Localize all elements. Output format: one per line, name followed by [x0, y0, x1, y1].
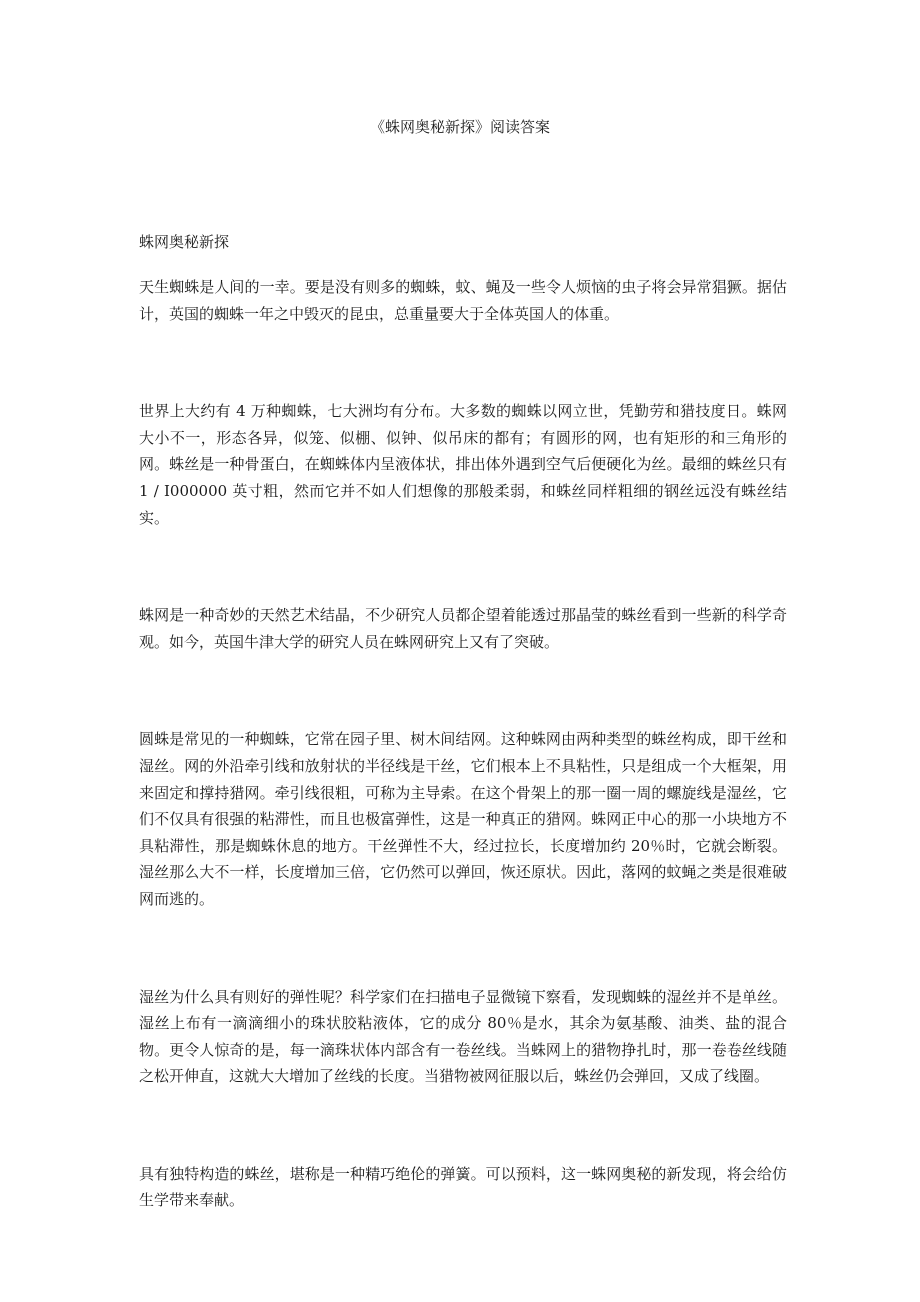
- paragraph-species: 世界上大约有 4 万种蜘蛛，七大洲均有分布。大多数的蜘蛛以网立世，凭勤劳和猎技度日。蛛网大小不一，形态各异，似笼、似棚、似钟、似吊床的都有；有圆形的网，也有矩形的和三角形的网。蛛丝是一种骨蛋白，在蜘蛛体内呈液体状，排出体外遇到空气后便硬化为丝。最细的蛛丝只有 1 / I000000 英寸粗，然而它并不如人们想像的那般柔弱，和蛛丝同样粗细的钢丝远没有蛛丝结实。: [139, 402, 787, 527]
- paragraph-conclusion: 具有独特构造的蛛丝，堪称是一种精巧绝伦的弹簧。可以预料，这一蛛网奥秘的新发现，将会给仿生学带来奉献。: [139, 1164, 787, 1210]
- paragraph-orb-spider: 圆蛛是常见的一种蜘蛛，它常在园子里、树木间结网。这种蛛网由两种类型的蛛丝构成，即干丝和湿丝。网的外沿牵引线和放射状的半径线是干丝，它们根本上不具粘性，只是组成一个大框架，用来固定和撑持猎网。牵引线很粗，可称为主导索。在这个骨架上的那一圈一周的螺旋线是湿丝，它们不仅具有很强的粘滞性，而且也极富弹性，这是一种真正的猎网。蛛网正中心的那一小块地方不具粘滞性，那是蜘蛛休息的地方。干丝弹性不大，经过拉长，长度增加约 20％时，它就会断裂。湿丝那么大不一样，长度增加三倍，它仍然可以弹回，恢还原状。因此，落网的蚊蝇之类是很难破网而逃的。: [139, 730, 787, 908]
- paragraph-wet-silk: 湿丝为什么具有则好的弹性呢？科学家们在扫描电子显微镜下察看，发现蜘蛛的湿丝并不是单丝。湿丝上布有一滴滴细小的珠状胶粘液体，它的成分 80％是水，其余为氨基酸、油类、盐的混合物。更令人惊奇的是，每一滴珠状体内部含有一卷丝线。当蛛网上的猎物挣扎时，那一卷卷丝线随之松开伸直，这就大大增加了丝线的长度。当猎物被网征服以后，蛛丝仍会弹回，又成了线圈。: [139, 987, 787, 1086]
- document-body: [139, 229, 787, 1214]
- document-title: 《蛛网奥秘新探》阅读答案: [369, 118, 550, 136]
- paragraph-intro: 天生蜘蛛是人间的一幸。要是没有则多的蜘蛛，蚊、蝇及一些令人烦恼的虫子将会异常猖獗。据估计，英国的蜘蛛一年之中毁灭的昆虫，总重量要大于全体英国人的体重。: [139, 278, 787, 323]
- article-subtitle: 蛛网奥秘新探: [139, 233, 230, 251]
- paragraph-research: 蛛网是一种奇妙的天然艺术结晶，不少研究人员都企望着能透过那晶莹的蛛丝看到一些新的科学奇观。如今，英国牛津大学的研究人员在蛛网研究上又有了突破。: [139, 606, 787, 651]
